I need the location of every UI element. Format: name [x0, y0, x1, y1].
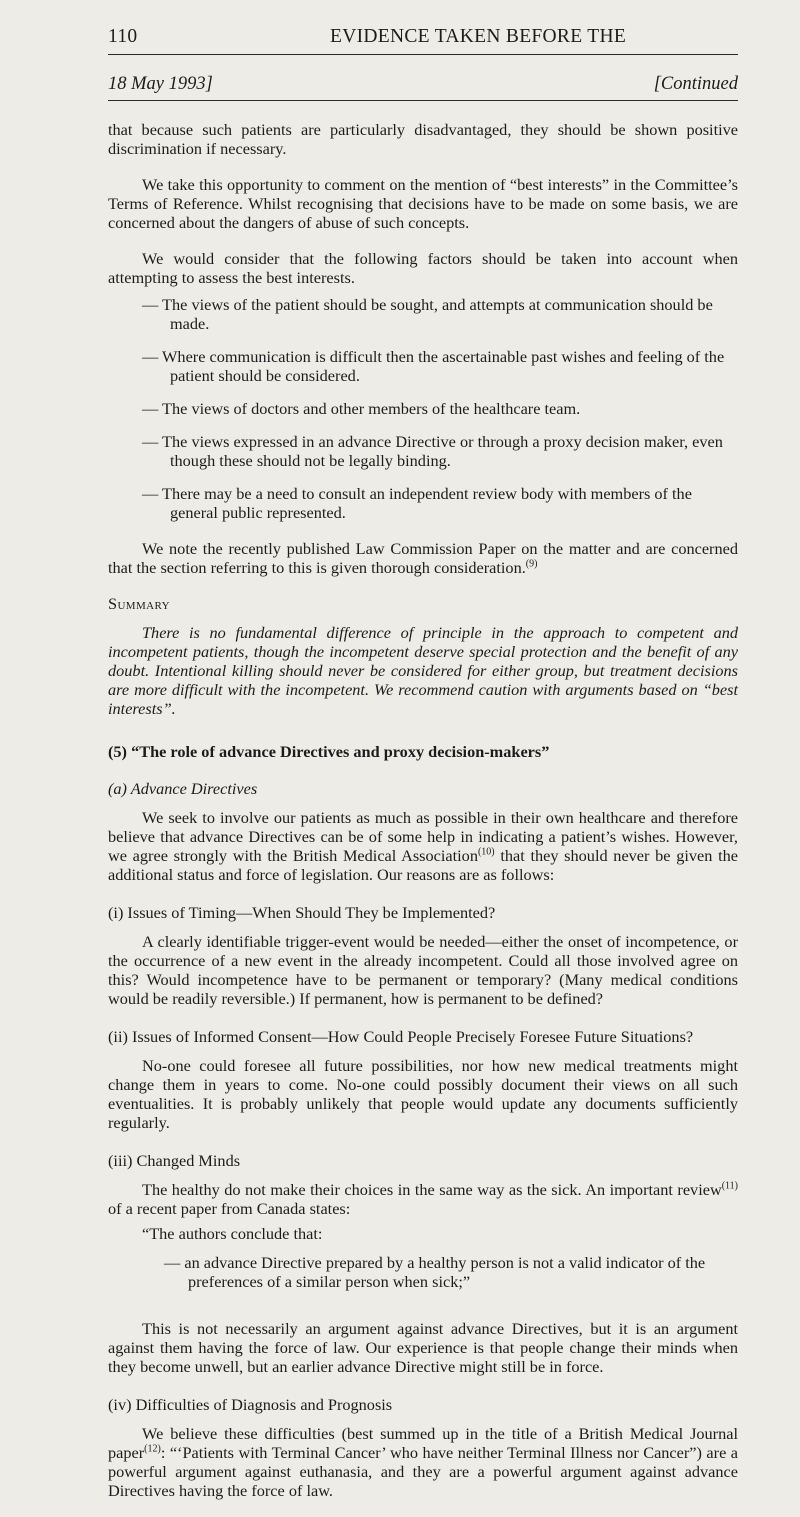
paragraph-text: that they should never be given the additional status and force of legislation. Our reasons are as follows: — [108, 846, 738, 884]
footnote-ref: (12) — [144, 1443, 161, 1455]
list-item: — Where communication is difficult then the ascertainable past wishes and feeling of the patient should be considered. — [142, 347, 725, 385]
subsection-heading: (iv) Difficulties of Diagnosis and Prognosis — [108, 1395, 393, 1414]
paragraph — [108, 539, 738, 577]
header-rule-bottom — [108, 100, 738, 101]
subsection-heading: (iii) Changed Minds — [108, 1151, 241, 1170]
paragraph — [108, 808, 738, 884]
session-date: 18 May 1993] — [108, 74, 213, 94]
quote-intro: “The authors conclude that: — [142, 1224, 323, 1243]
document-body — [108, 120, 738, 1517]
page-number: 110 — [108, 26, 138, 47]
running-title: EVIDENCE TAKEN BEFORE THE — [330, 26, 627, 47]
paragraph: This is not necessarily an argument against advance Directives, but it is an argument against them having the force of law. Our experience is that people change their minds when they become unwell, but an earlier advance Directive might still be in force. — [108, 1319, 738, 1376]
section-number: (5) — [108, 742, 127, 761]
continued-label: [Continued — [653, 74, 738, 94]
summary-text: There is no fundamental difference of principle in the approach to competent and incompetent patients, though the incompetent deserve special protection and the benefit of any doubt. Intentional killing should never be considered for either group, but treatment decisions are more difficult with the incompetent. We recommend caution with arguments based on “best interests”. — [108, 623, 738, 718]
paragraph: A clearly identifiable trigger-event would be needed—either the onset of incompetence, or the occurrence of a new event in the already incompetent. Could all those involved agree on this? Would incompetence have to be permanent or temporary? (Many medical conditions would be readily reversible.) If permanent, how is permanent to be defined? — [108, 932, 738, 1008]
paragraph: No-one could foresee all future possibilities, nor how new medical treatments might change them in years to come. No-one could possibly document their views on all such eventualities. It is probably unlikely that people would update any documents sufficiently regularly. — [108, 1056, 738, 1132]
paragraph: We would consider that the following factors should be taken into account when attempting to assess the best interests. — [108, 249, 738, 287]
paragraph: that because such patients are particularly disadvantaged, they should be shown positive discrimination if necessary. — [108, 120, 738, 158]
header-rule-top — [108, 54, 738, 55]
subsection-heading: (ii) Issues of Informed Consent—How Could People Precisely Foresee Future Situations? — [108, 1027, 694, 1046]
quote-item: — an advance Directive prepared by a healthy person is not a valid indicator of the preferences of a similar person when sick;” — [164, 1253, 706, 1291]
paragraph — [108, 1424, 738, 1500]
paragraph-text: We note the recently published Law Commission Paper on the matter and are concerned that the section referring to this is given thorough consideration. — [108, 539, 738, 577]
list-item: — The views of the patient should be sought, and attempts at communication should be made. — [142, 295, 713, 333]
footnote-ref: (9) — [525, 558, 538, 570]
subsection-heading: (i) Issues of Timing—When Should They be Implemented? — [108, 903, 496, 922]
paragraph-text: We believe these difficulties (best summed up in the title of a British Medical Journal paper — [108, 1424, 738, 1462]
summary-heading: Summary — [108, 594, 170, 613]
paragraph: We take this opportunity to comment on the mention of “best interests” in the Committee’s Terms of Reference. Whilst recognising that decisions have to be made on some basis, we are concerned about the dangers of abuse of such concepts. — [108, 175, 738, 232]
paragraph-text: We seek to involve our patients as much as possible in their own healthcare and therefore believe that advance Directives can be of some help in indicating a patient’s wishes. However, we agree strongly with the British Medical Association — [108, 808, 738, 865]
paragraph-text: of a recent paper from Canada states: — [108, 1199, 351, 1218]
section-title: “The role of advance Directives and proxy decision-makers” — [131, 742, 550, 761]
list-item: — The views of doctors and other members of the healthcare team. — [142, 399, 581, 418]
list-item: — The views expressed in an advance Directive or through a proxy decision maker, even though these should not be legally binding. — [142, 432, 723, 470]
paragraph — [108, 1180, 738, 1218]
paragraph-text: : “‘Patients with Terminal Cancer’ who have neither Terminal Illness nor Cancer”) are a powerful argument against euthanasia, and they are a powerful argument against advance Directives having the force of law. — [108, 1443, 738, 1500]
footnote-ref: (10) — [477, 846, 495, 858]
footnote-ref: (11) — [721, 1180, 738, 1192]
list-item: — There may be a need to consult an independent review body with members of the general public represented. — [142, 484, 692, 522]
section-heading — [108, 742, 738, 761]
subsection-heading: (a) Advance Directives — [108, 779, 258, 798]
paragraph-text: The healthy do not make their choices in the same way as the sick. An important review — [142, 1180, 722, 1199]
